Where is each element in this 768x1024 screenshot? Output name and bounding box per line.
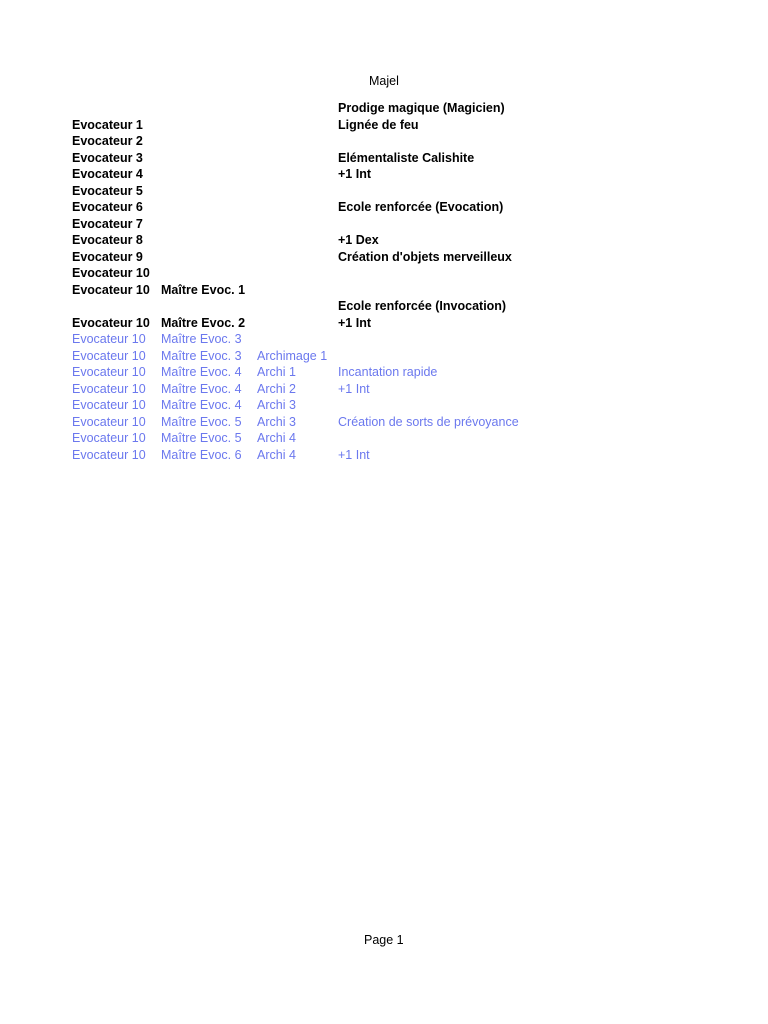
feat-cell: +1 Int — [338, 167, 371, 181]
class-level-cell: Evocateur 3 — [72, 150, 143, 165]
feat-cell: +1 Dex — [338, 233, 379, 247]
feat-cell: Incantation rapide — [338, 365, 438, 379]
archmage-level-cell: Archi 4 — [257, 431, 296, 445]
prestige-level-cell: Maître Evoc. 3 — [161, 348, 242, 363]
feat-cell: Elémentaliste Calishite — [338, 150, 475, 165]
class-level-cell: Evocateur 4 — [72, 167, 143, 181]
class-level-cell: Evocateur 9 — [72, 249, 143, 264]
archmage-level-cell: Archi 1 — [257, 365, 296, 379]
page-number: Page 1 — [364, 933, 404, 947]
class-level-cell: Evocateur 10 — [72, 315, 150, 330]
prestige-level-cell: Maître Evoc. 2 — [161, 315, 246, 330]
prestige-level-cell: Maître Evoc. 4 — [161, 365, 242, 379]
class-level-cell: Evocateur 10 — [72, 266, 150, 280]
archmage-level-cell: Archi 3 — [257, 398, 296, 412]
class-level-cell: Evocateur 1 — [72, 117, 143, 132]
class-level-cell: Evocateur 2 — [72, 134, 143, 148]
prestige-level-cell: Maître Evoc. 6 — [161, 447, 242, 462]
feat-cell: Création de sorts de prévoyance — [338, 414, 519, 429]
archmage-level-cell: Archi 4 — [257, 447, 296, 462]
prestige-level-cell: Maître Evoc. 5 — [161, 431, 242, 445]
prestige-level-cell: Maître Evoc. 4 — [161, 381, 242, 396]
archmage-level-cell: Archi 2 — [257, 381, 296, 396]
feat-cell: Lignée de feu — [338, 117, 419, 132]
class-level-cell: Evocateur 10 — [72, 332, 146, 346]
class-level-cell: Evocateur 10 — [72, 282, 150, 297]
class-level-cell: Evocateur 10 — [72, 398, 146, 412]
prestige-level-cell: Maître Evoc. 1 — [161, 282, 246, 297]
class-level-cell: Evocateur 8 — [72, 233, 143, 247]
class-level-cell: Evocateur 10 — [72, 414, 146, 429]
feat-cell: Ecole renforcée (Evocation) — [338, 200, 504, 214]
prestige-level-cell: Maître Evoc. 3 — [161, 332, 242, 346]
feat-cell: +1 Int — [338, 315, 371, 330]
feat-cell: Prodige magique (Magicien) — [338, 101, 505, 115]
class-level-cell: Evocateur 6 — [72, 200, 143, 214]
sheet-header-title: Majel — [369, 74, 399, 88]
prestige-level-cell: Maître Evoc. 4 — [161, 398, 242, 412]
feat-cell: Création d'objets merveilleux — [338, 249, 512, 264]
class-level-cell: Evocateur 10 — [72, 431, 146, 445]
archmage-level-cell: Archimage 1 — [257, 348, 328, 363]
class-level-cell: Evocateur 10 — [72, 381, 146, 396]
archmage-level-cell: Archi 3 — [257, 414, 296, 429]
class-level-cell: Evocateur 10 — [72, 365, 146, 379]
class-level-cell: Evocateur 5 — [72, 183, 143, 198]
feat-cell: Ecole renforcée (Invocation) — [338, 299, 507, 313]
class-level-cell: Evocateur 10 — [72, 348, 146, 363]
class-level-cell: Evocateur 10 — [72, 447, 146, 462]
feat-cell: +1 Int — [338, 447, 370, 462]
feat-cell: +1 Int — [338, 381, 370, 396]
class-level-cell: Evocateur 7 — [72, 216, 143, 231]
prestige-level-cell: Maître Evoc. 5 — [161, 414, 242, 429]
